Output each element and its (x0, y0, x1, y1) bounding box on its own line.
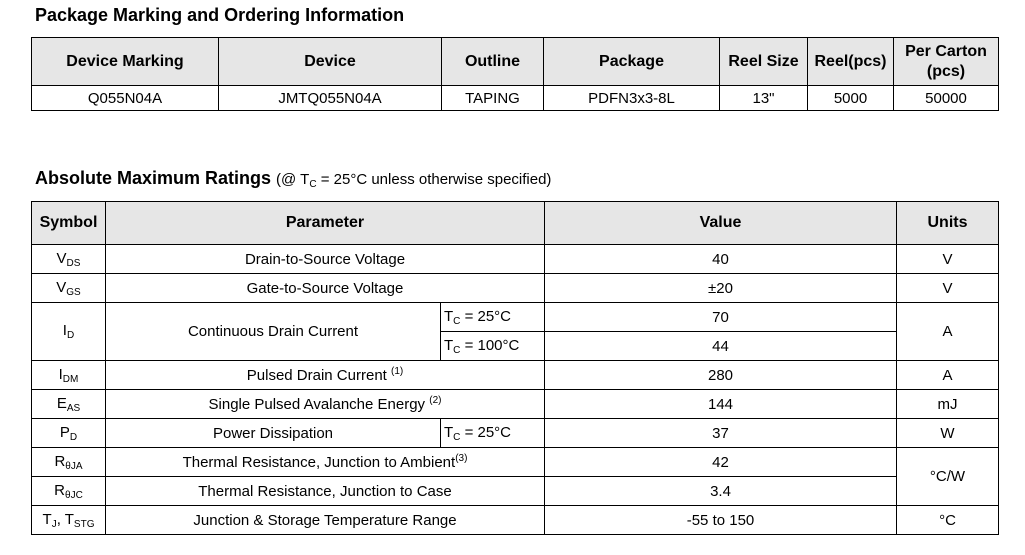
parameter-cell (106, 448, 545, 477)
param-text: Thermal Resistance, Junction to Ambient (182, 454, 456, 471)
symbol: T (42, 510, 52, 528)
parameter-cell: Continuous Drain Current (106, 303, 441, 361)
ordering-table (31, 37, 999, 111)
symbol-cell (32, 303, 106, 361)
unit-cell: A (897, 303, 999, 361)
footnote-ref: (2) (429, 395, 442, 406)
ordering-header-row (32, 38, 999, 86)
unit-cell: V (897, 245, 999, 274)
table-row (32, 245, 999, 274)
cond-post: = 25°C (460, 423, 512, 441)
table-row (32, 361, 999, 390)
col-header: Device Marking (32, 38, 219, 86)
reel-pcs-cell: 5000 (808, 86, 894, 111)
table-row (32, 274, 999, 303)
table-row (32, 419, 999, 448)
per-carton-cell: 50000 (894, 86, 999, 111)
symbol-sep: , T (56, 510, 74, 528)
value-cell: -55 to 150 (545, 506, 897, 535)
col-header: Per Carton (pcs) (894, 38, 999, 86)
ratings-table (31, 201, 999, 535)
symbol-sub: D (66, 330, 75, 341)
value-cell: ±20 (545, 274, 897, 303)
parameter-cell (106, 390, 545, 419)
value-cell: 42 (545, 448, 897, 477)
parameter-cell: Power Dissipation (106, 419, 441, 448)
value-cell: 37 (545, 419, 897, 448)
symbol: R (54, 481, 66, 499)
table-row (32, 390, 999, 419)
ratings-condition (276, 171, 551, 188)
symbol-sub: D (69, 431, 78, 443)
symbol: E (56, 394, 67, 412)
value-cell: 280 (545, 361, 897, 390)
value-cell: 144 (545, 390, 897, 419)
value-cell: 40 (545, 245, 897, 274)
symbol-sub: θJA (65, 460, 83, 472)
col-header: Parameter (106, 202, 545, 245)
cond-post: = 100°C (460, 336, 520, 354)
symbol: R (54, 452, 66, 470)
symbol-sub: AS (66, 402, 81, 414)
col-header: Device (219, 38, 442, 86)
cond-pre: T (444, 336, 454, 354)
ratings-header-row (32, 202, 999, 245)
table-row (32, 448, 999, 477)
ratings-condition-suffix: = 25°C unless otherwise specified) (316, 171, 552, 188)
ordering-row (32, 86, 999, 111)
cond-pre: T (444, 307, 454, 325)
parameter-cell: Drain-to-Source Voltage (106, 245, 545, 274)
table-row (32, 303, 999, 332)
col-header: Outline (442, 38, 544, 86)
symbol: V (56, 249, 67, 267)
unit-cell: A (897, 361, 999, 390)
unit-cell: V (897, 274, 999, 303)
package-cell: PDFN3x3-8L (544, 86, 720, 111)
symbol-cell (32, 419, 106, 448)
ordering-title: Package Marking and Ordering Information (35, 5, 405, 25)
outline-cell: TAPING (442, 86, 544, 111)
cond-pre: T (444, 423, 454, 441)
symbol-sub: STG (73, 518, 95, 530)
col-header: Symbol (32, 202, 106, 245)
parameter-cell: Junction & Storage Temperature Range (106, 506, 545, 535)
ratings-condition-prefix: (@ T (276, 171, 310, 188)
symbol-sub: GS (66, 286, 81, 298)
value-cell: 3.4 (545, 477, 897, 506)
symbol: I (62, 322, 67, 339)
parameter-cell: Gate-to-Source Voltage (106, 274, 545, 303)
ratings-title-text: Absolute Maximum Ratings (35, 168, 272, 188)
unit-cell: mJ (897, 390, 999, 419)
condition-cell (441, 303, 545, 332)
value-cell: 44 (545, 332, 897, 361)
footnote-ref: (1) (391, 366, 404, 377)
symbol-cell (32, 361, 106, 390)
reel-size-cell: 13" (720, 86, 808, 111)
cond-sub: C (453, 315, 461, 327)
unit-cell: W (897, 419, 999, 448)
col-header: Units (897, 202, 999, 245)
unit-cell: °C (897, 506, 999, 535)
table-row (32, 506, 999, 535)
condition-cell (441, 332, 545, 361)
symbol-cell (32, 390, 106, 419)
symbol-sub: J (51, 518, 57, 530)
ratings-condition-sub: C (309, 179, 317, 190)
col-header: Value (545, 202, 897, 245)
symbol-sub: DS (66, 257, 81, 269)
unit-cell: °C/W (897, 448, 999, 506)
col-header: Package (544, 38, 720, 86)
condition-cell (441, 419, 545, 448)
parameter-cell (106, 361, 545, 390)
device-marking-cell: Q055N04A (32, 86, 219, 111)
cond-sub: C (453, 431, 461, 443)
symbol: V (56, 278, 67, 296)
col-header: Reel Size (720, 38, 808, 86)
cond-post: = 25°C (460, 307, 512, 325)
symbol-sub: θJC (65, 489, 83, 501)
symbol-cell (32, 477, 106, 506)
symbol: I (58, 365, 63, 383)
symbol-cell (32, 245, 106, 274)
symbol-cell (32, 506, 106, 535)
symbol-cell (32, 274, 106, 303)
parameter-cell: Thermal Resistance, Junction to Case (106, 477, 545, 506)
device-cell: JMTQ055N04A (219, 86, 442, 111)
footnote-ref: (3) (455, 453, 468, 464)
symbol-sub: DM (62, 373, 79, 385)
symbol: P (59, 423, 70, 441)
table-row (32, 477, 999, 506)
col-header: Reel(pcs) (808, 38, 894, 86)
param-text: Pulsed Drain Current (246, 367, 391, 384)
cond-sub: C (453, 344, 461, 356)
value-cell: 70 (545, 303, 897, 332)
ratings-title (35, 168, 551, 190)
symbol-cell (32, 448, 106, 477)
param-text: Single Pulsed Avalanche Energy (208, 396, 430, 413)
